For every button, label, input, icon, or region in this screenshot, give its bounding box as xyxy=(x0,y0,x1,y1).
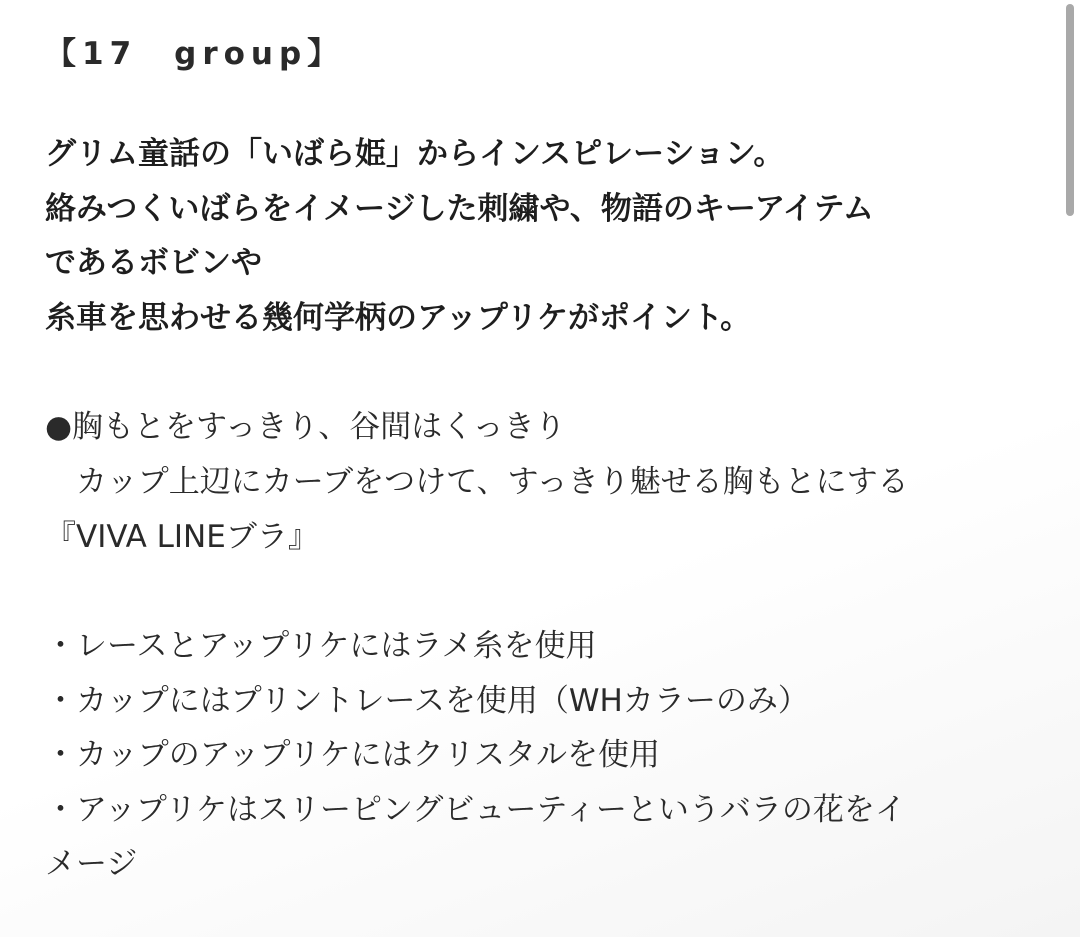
intro-line: であるボビンや xyxy=(45,245,262,281)
section-title: 【17 group】 xyxy=(45,36,345,72)
detail-item: ・アップリケはスリーピングビューティーというバラの花をイ xyxy=(45,792,906,828)
feature-description: カップ上辺にカーブをつけて、すっきり魅せる胸もとにする xyxy=(45,464,909,500)
detail-item: ・レースとアップリケにはラメ糸を使用 xyxy=(45,628,597,664)
intro-line: グリム童話の「いばら姫」からインスピレーション。 xyxy=(45,136,785,172)
intro-line: 糸車を思わせる幾何学柄のアップリケがポイント。 xyxy=(45,300,752,336)
scrollbar[interactable] xyxy=(1066,4,1074,216)
feature-product-name: 『VIVA LINEブラ』 xyxy=(45,519,319,555)
detail-item: ・カップにはプリントレースを使用（WHカラーのみ） xyxy=(45,683,809,719)
detail-item: ・カップのアップリケにはクリスタルを使用 xyxy=(45,737,661,773)
intro-line: 絡みつくいばらをイメージした刺繍や、物語のキーアイテム xyxy=(45,191,874,227)
feature-heading: ●胸もとをすっきり、谷間はくっきり xyxy=(45,409,566,445)
detail-item-continued: メージ xyxy=(45,846,138,882)
